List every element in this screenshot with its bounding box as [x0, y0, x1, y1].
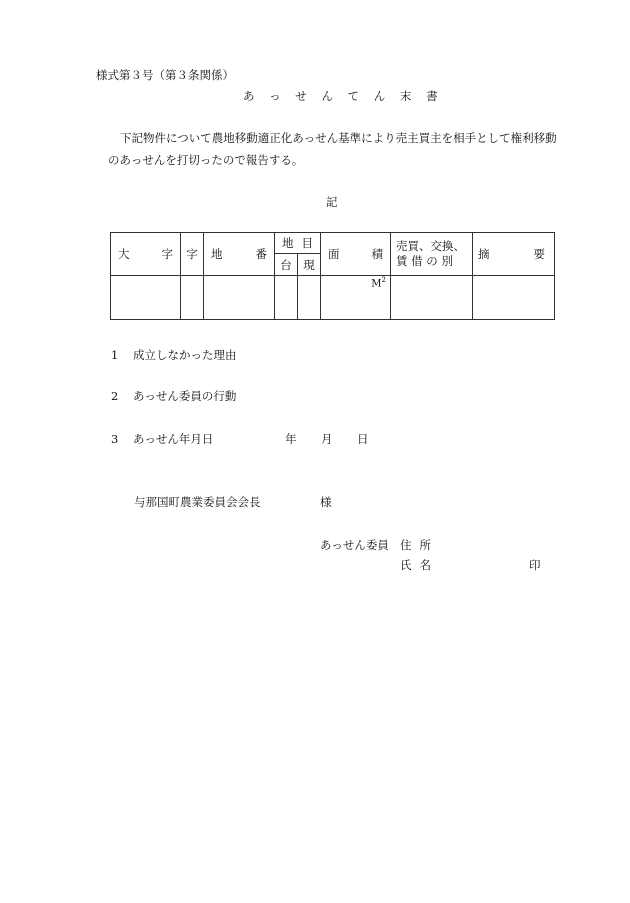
- date-year-label: 年: [285, 432, 297, 446]
- header-tekiyo: 摘 要: [473, 233, 555, 276]
- item-mediation-date: 3 あっせん年月日: [111, 432, 214, 446]
- item-committee-actions: 2 あっせん委員の行動: [111, 389, 237, 403]
- honorific-sama: 様: [320, 495, 332, 509]
- header-daicho: 台: [275, 254, 298, 276]
- cell-genkyo[interactable]: [298, 276, 321, 320]
- header-chiban: 地 番: [204, 233, 275, 276]
- item-reason: 1 成立しなかった理由: [111, 348, 237, 362]
- address-label: 住所: [400, 538, 439, 552]
- cell-chiban[interactable]: [204, 276, 275, 320]
- committee-label: あっせん委員: [320, 538, 389, 552]
- table-row: [111, 276, 555, 320]
- cell-oaza[interactable]: [111, 276, 181, 320]
- intro-text-line-1: 下記物件について農地移動適正化あっせん基準により売主買主を相手として権利移動: [120, 131, 557, 145]
- intro-text-line-2: のあっせんを打切ったので報告する。: [108, 153, 304, 167]
- document-title: あ っ せ ん て ん 末 書: [243, 89, 439, 103]
- ki-heading: 記: [326, 195, 338, 209]
- name-label: 氏名: [400, 558, 439, 572]
- date-month-label: 月: [321, 432, 333, 446]
- header-genkyo: 現: [298, 254, 321, 276]
- property-table: [110, 232, 555, 320]
- cell-aza[interactable]: [181, 276, 204, 320]
- area-unit: M: [371, 278, 382, 290]
- cell-transaction-type[interactable]: [391, 276, 473, 320]
- header-transaction-type: 売買、交換、 賃 借 の 別: [391, 233, 473, 276]
- header-oaza: 大 字: [111, 233, 181, 276]
- header-chimoku: 地 目: [275, 233, 321, 254]
- form-number: 様式第３号（第３条関係）: [96, 68, 234, 82]
- addressee: 与那国町農業委員会会長: [134, 495, 261, 509]
- cell-menseki[interactable]: [321, 276, 391, 320]
- table-header-row: [111, 233, 555, 254]
- seal-mark: 印: [529, 558, 541, 572]
- area-unit-exponent: 2: [381, 276, 386, 284]
- header-menseki: 面 積: [321, 233, 391, 276]
- header-aza: 字: [181, 233, 204, 276]
- date-day-label: 日: [357, 432, 369, 446]
- cell-daicho[interactable]: [275, 276, 298, 320]
- cell-tekiyo[interactable]: [473, 276, 555, 320]
